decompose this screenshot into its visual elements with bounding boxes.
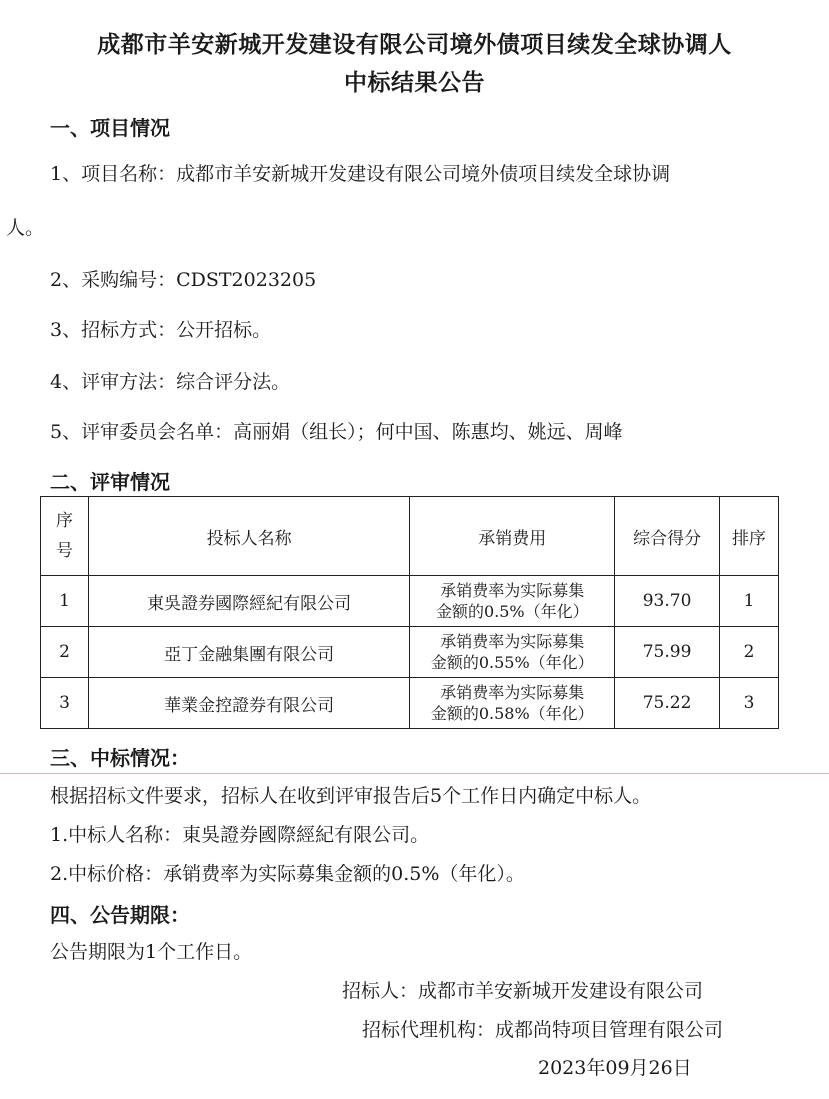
title-line-2: 中标结果公告 [344, 70, 485, 96]
row-bidder-name: 華業金控證券有限公司 [88, 678, 409, 729]
winning-price: 2.中标价格：承销费率为实际募集金额的0.5%（年化）。 [50, 863, 525, 885]
award-intro: 根据招标文件要求，招标人在收到评审报告后5个工作日内确定中标人。 [50, 785, 652, 807]
row-bidder-name: 亞丁金融集團有限公司 [88, 627, 409, 678]
row-bidder-name: 東吳證券國際經紀有限公司 [88, 576, 409, 627]
header-rank: 排序 [720, 497, 779, 576]
procurement-number: 2、采购编号：CDST2023205 [50, 269, 317, 291]
winner-name: 1.中标人名称：東吳證券國際經紀有限公司。 [50, 824, 430, 846]
evaluation-table [40, 496, 779, 729]
row-score: 75.99 [615, 627, 720, 678]
header-no-line-2: 号 [55, 541, 73, 561]
row-rank: 2 [720, 627, 779, 678]
header-no-line-1: 序 [55, 511, 73, 531]
tender-method: 3、招标方式：公开招标。 [50, 319, 272, 341]
row-rank: 3 [720, 678, 779, 729]
section-4-heading: 四、公告期限： [50, 903, 190, 927]
title-line-1: 成都市羊安新城开发建设有限公司境外债项目续发全球协调人 [97, 32, 732, 58]
row-fee [410, 678, 615, 729]
scan-artifact-line [0, 773, 829, 774]
row-fee-line-1: 承销费率为实际募集 [440, 632, 585, 651]
evaluation-method: 4、评审方法：综合评分法。 [50, 371, 291, 393]
header-fee: 承销费用 [410, 497, 615, 576]
notice-period: 公告期限为1个工作日。 [50, 941, 253, 963]
row-no: 3 [41, 678, 89, 729]
row-fee-line-2: 金额的0.58%（年化） [430, 704, 594, 723]
committee-list: 5、评审委员会名单：高丽娟（组长）；何中国、陈惠均、姚远、周峰 [50, 421, 623, 443]
project-name-line-1: 1、项目名称：成都市羊安新城开发建设有限公司境外债项目续发全球协调 [50, 163, 671, 185]
section-3-heading: 三、中标情况： [50, 746, 190, 770]
table-header-row [41, 497, 779, 576]
table-row [41, 678, 779, 729]
header-no [41, 497, 89, 576]
row-score: 75.22 [615, 678, 720, 729]
row-score: 93.70 [615, 576, 720, 627]
header-score: 综合得分 [615, 497, 720, 576]
row-fee [410, 627, 615, 678]
header-bidder-name: 投标人名称 [88, 497, 409, 576]
row-no: 1 [41, 576, 89, 627]
row-fee-line-2: 金额的0.55%（年化） [430, 653, 594, 672]
row-fee-line-2: 金额的0.5%（年化） [435, 602, 589, 621]
table-row [41, 576, 779, 627]
row-rank: 1 [720, 576, 779, 627]
table-row [41, 627, 779, 678]
row-no: 2 [41, 627, 89, 678]
tender-agency: 招标代理机构：成都尚特项目管理有限公司 [362, 1019, 724, 1041]
notice-date: 2023年09月26日 [538, 1057, 692, 1079]
project-name-line-2: 人。 [6, 217, 45, 239]
section-2-heading: 二、评审情况 [50, 470, 170, 494]
tenderer: 招标人：成都市羊安新城开发建设有限公司 [342, 980, 704, 1002]
row-fee-line-1: 承销费率为实际募集 [440, 581, 585, 600]
row-fee [410, 576, 615, 627]
section-1-heading: 一、项目情况 [50, 116, 170, 140]
row-fee-line-1: 承销费率为实际募集 [440, 683, 585, 702]
